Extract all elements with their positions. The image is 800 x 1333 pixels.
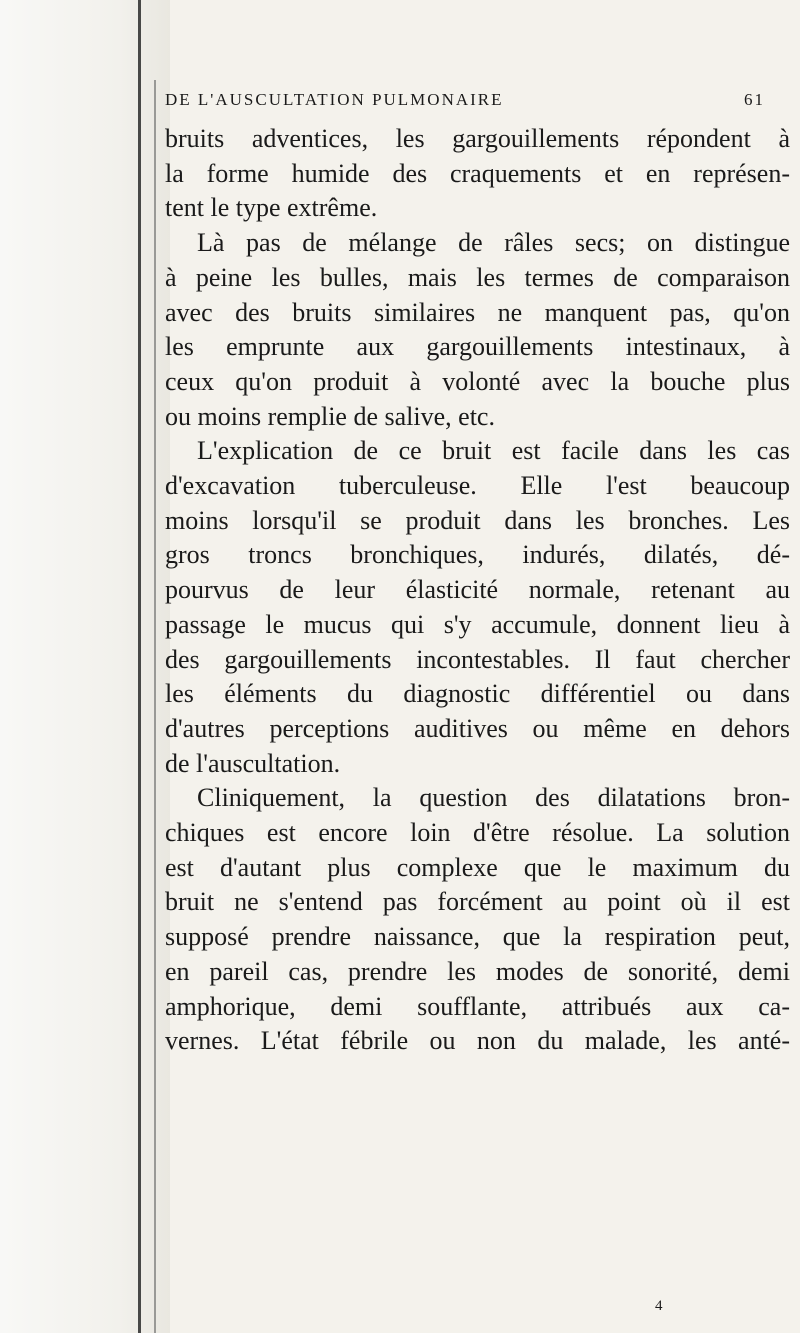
book-page (165, 0, 800, 1333)
text-line: avec des bruits similaires ne manquent pas, qu'on (165, 297, 790, 327)
body-text (165, 122, 790, 1059)
text-line: supposé prendre naissance, que la respiration peut, (165, 922, 790, 952)
binding-shadow (138, 0, 141, 1333)
text-line: d'excavation tuberculeuse. Elle l'est beaucoup (165, 471, 790, 501)
text-line: à peine les bulles, mais les termes de comparaison (165, 262, 790, 292)
text-line: en pareil cas, prendre les modes de sonorité, demi (165, 956, 790, 986)
text-line: passage le mucus qui s'y accumule, donnent lieu à (165, 609, 790, 639)
text-line: les éléments du diagnostic différentiel ou dans (165, 679, 790, 709)
page-gutter (0, 0, 170, 1333)
text-line: moins lorsqu'il se produit dans les bronches. Les (165, 505, 790, 535)
text-line: amphorique, demi soufflante, attribués aux ca- (165, 991, 790, 1021)
text-line: d'autres perceptions auditives ou même en dehors (165, 713, 790, 743)
binding-edge (154, 80, 156, 1333)
text-line: ou moins remplie de salive, etc. (165, 401, 495, 431)
text-line: est d'autant plus complexe que le maximum du (165, 852, 790, 882)
text-line: L'explication de ce bruit est facile dans les cas (197, 436, 790, 466)
text-line: pourvus de leur élasticité normale, retenant au (165, 575, 790, 605)
text-line: tent le type extrême. (165, 193, 378, 223)
text-line: vernes. L'état fébrile ou non du malade, les anté- (165, 1026, 790, 1056)
text-line: de l'auscultation. (165, 748, 341, 778)
text-line: les emprunte aux gargouillements intestinaux, à (165, 332, 790, 362)
page-number: 61 (744, 90, 765, 109)
text-line: Là pas de mélange de râles secs; on distingue (197, 228, 790, 258)
signature-mark: 4 (655, 1298, 663, 1314)
text-line: chiques est encore loin d'être résolue. La solution (165, 818, 790, 848)
running-head-title: DE L'AUSCULTATION PULMONAIRE (165, 90, 504, 109)
text-line: des gargouillements incontestables. Il faut chercher (165, 644, 790, 674)
text-line: gros troncs bronchiques, indurés, dilatés, dé- (165, 540, 790, 570)
text-line: bruits adventices, les gargouillements répondent à (165, 124, 790, 153)
text-line: bruit ne s'entend pas forcément au point où il est (165, 887, 790, 917)
text-line: la forme humide des craquements et en représen- (165, 158, 790, 188)
text-line: ceux qu'on produit à volonté avec la bouche plus (165, 366, 790, 396)
text-line: Cliniquement, la question des dilatations bron- (197, 783, 790, 813)
